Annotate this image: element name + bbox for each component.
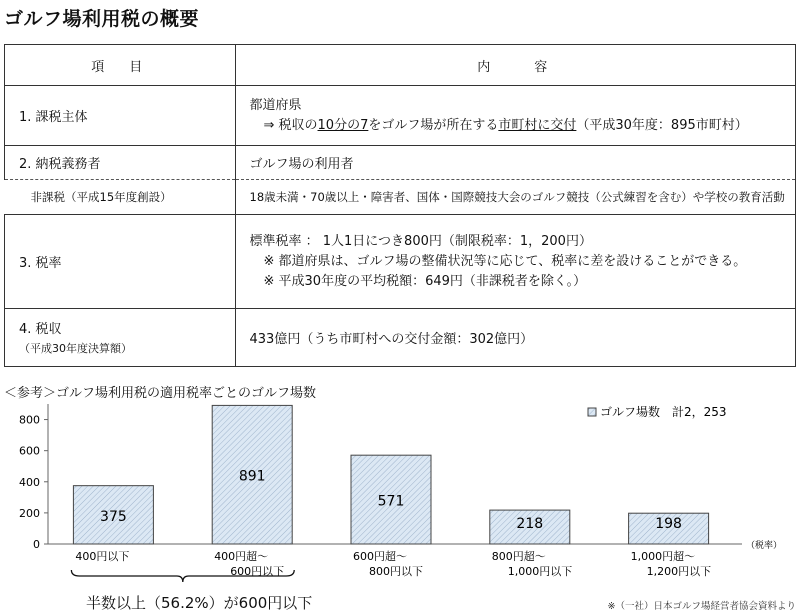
row-content <box>235 86 796 146</box>
data-label: 375 <box>100 508 127 525</box>
brace-note: 半数以上（56.2%）が600円以下 <box>86 594 313 612</box>
y-tick-label: 600 <box>19 444 40 458</box>
table-row <box>5 215 796 309</box>
legend-label: ゴルフ場数 計2，253 <box>600 405 727 419</box>
row-content: 18歳未満・70歳以上・障害者、国体・国際競技大会のゴルフ競技（公式練習を含む）や学校の教育活動 <box>235 180 796 215</box>
data-label: 891 <box>238 468 266 485</box>
data-label: 571 <box>377 493 405 510</box>
text: 市町村に交付 <box>498 117 577 133</box>
x-tick-label: 800円超～ <box>491 550 546 563</box>
row1-line2 <box>250 116 796 136</box>
reference-title: ＜参考＞ゴルフ場利用税の適用税率ごとのゴルフ場数 <box>4 386 317 401</box>
source-note: ※（一社）日本ゴルフ場経営者協会資料より <box>607 601 796 612</box>
x-tick-label: 400円超～ <box>214 550 269 563</box>
x-tick-label: 1,000円以下 <box>507 565 573 578</box>
row-label: 2. 納税義務者 <box>5 146 236 180</box>
table-row <box>5 309 796 367</box>
row4-label-sub: （平成30年度決算額） <box>19 341 132 355</box>
row-content <box>235 215 796 309</box>
row-content: 433億円（うち市町村への交付金額：302億円） <box>235 309 796 367</box>
table-header-row <box>5 45 796 86</box>
header-content: 内 容 <box>235 45 796 86</box>
text: 10分の7 <box>317 117 369 133</box>
row-label: 1. 課税主体 <box>5 86 236 146</box>
table-row <box>5 146 796 180</box>
row-label: 非課税（平成15年度創設） <box>5 180 236 215</box>
table-row <box>5 86 796 146</box>
golf-course-count-chart <box>0 398 800 598</box>
y-tick-label: 400 <box>19 475 40 489</box>
header-item: 項 目 <box>5 45 236 86</box>
row3-line1: 標準税率 ： 1人1日につき800円（制限税率：1，200円） <box>249 233 592 249</box>
overview-table <box>4 44 796 367</box>
row1-line1: 都道府県 <box>249 97 302 113</box>
x-tick-label: 800円以下 <box>369 565 423 578</box>
x-tick-label: 1,000円超～ <box>630 550 696 563</box>
row3-line2: ※ 都道府県は、ゴルフ場の整備状況等に応じて、税率に差を設けることができる。 <box>263 253 747 269</box>
y-tick-label: 200 <box>19 506 40 520</box>
data-label: 198 <box>655 516 682 532</box>
page-title: ゴルフ場利用税の概要 <box>4 8 200 30</box>
legend-swatch <box>588 408 596 416</box>
text: （平成30年度：895市町村） <box>576 117 748 133</box>
x-tick-label: 600円超～ <box>353 550 407 563</box>
row-content: ゴルフ場の利用者 <box>235 146 796 180</box>
row-label <box>5 309 236 367</box>
x-tick-label: 400円以下 <box>75 550 130 563</box>
row3-line3: ※ 平成30年度の平均税額：649円（非課税者を除く。） <box>263 273 587 289</box>
data-label: 218 <box>516 516 544 532</box>
x-unit-label: （税率） <box>746 541 783 551</box>
row4-label: 4. 税収 <box>19 321 62 337</box>
x-tick-label: 600円以下 <box>230 565 285 578</box>
y-tick-label: 800 <box>19 413 40 427</box>
table-row <box>5 180 796 215</box>
text: ⇒ 税収の <box>263 117 318 133</box>
y-tick-label: 0 <box>33 538 40 551</box>
text: をゴルフ場が所在する <box>368 117 499 133</box>
x-tick-label: 1,200円以下 <box>646 565 712 578</box>
row-label: 3. 税率 <box>5 215 236 309</box>
